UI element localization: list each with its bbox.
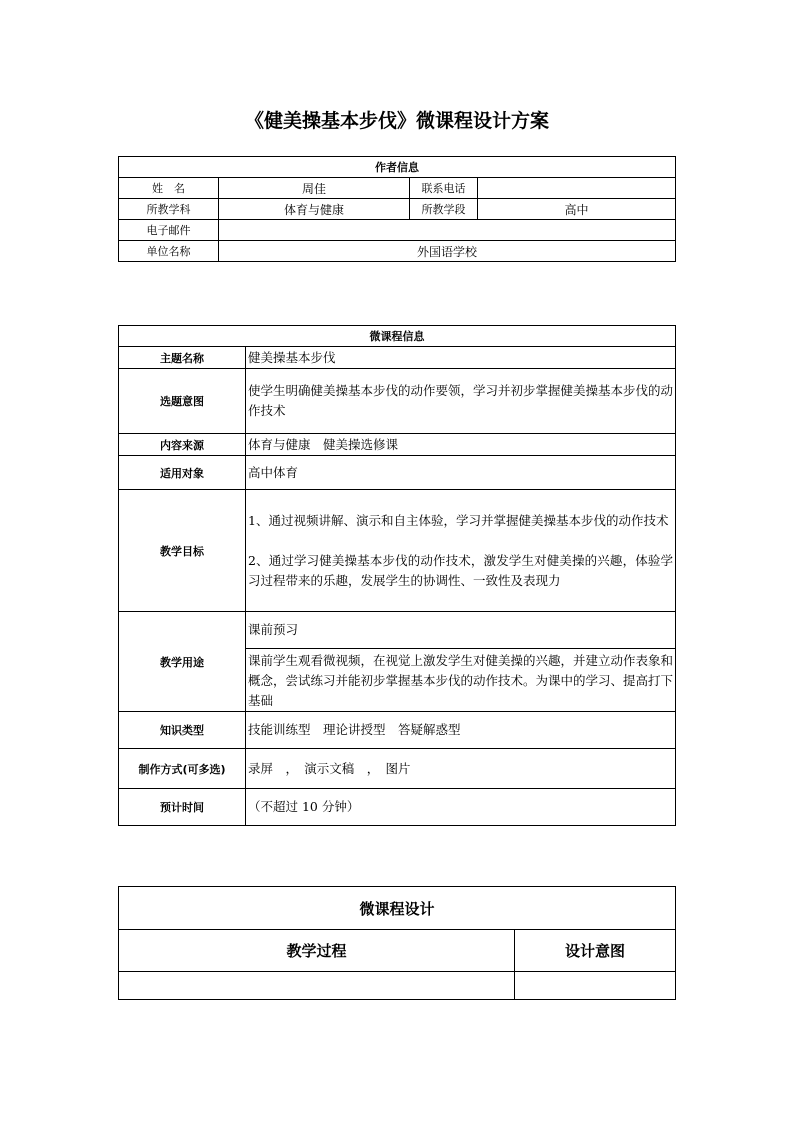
goal-item-1: 1、通过视频讲解、演示和自主体验，学习并掌握健美操基本步伐的动作技术 [248, 512, 669, 528]
topic-value: 健美操基本步伐 [246, 347, 676, 369]
intent-value: 使学生明确健美操基本步伐的动作要领，学习并初步掌握健美操基本步伐的动作技术 [246, 369, 676, 434]
intent-cell [515, 972, 676, 1000]
audience-label: 适用对象 [119, 456, 246, 490]
course-info-table [118, 325, 676, 826]
author-info-header: 作者信息 [119, 157, 676, 178]
goal-item-2: 2、通过学习健美操基本步伐的动作技术，激发学生对健美操的兴趣，体验学习过程带来的乐趣，发展学生的协调性、一致性及表现力 [248, 552, 673, 588]
phone-label: 联系电话 [410, 178, 478, 199]
process-column-header: 教学过程 [119, 930, 515, 972]
email-label: 电子邮件 [119, 220, 219, 241]
usage-value: 课前学生观看微视频，在视觉上激发学生对健美操的兴趣，并建立动作表象和概念，尝试练习并能初步掌握基本步伐的动作技术。为课中的学习、提高打下基础 [248, 653, 674, 708]
audience-value: 高中体育 [246, 456, 676, 490]
time-label: 预计时间 [119, 789, 246, 826]
process-cell [119, 972, 515, 1000]
design-header: 微课程设计 [119, 887, 676, 930]
stage-value: 高中 [478, 199, 676, 220]
phone-value [478, 178, 676, 199]
author-info-table [118, 156, 676, 262]
usage-cell [246, 612, 676, 712]
source-value: 体育与健康 健美操选修课 [246, 434, 676, 456]
email-value [219, 220, 676, 241]
name-label: 姓 名 [119, 178, 219, 199]
unit-label: 单位名称 [119, 241, 219, 262]
type-value: 技能训练型 理论讲授型 答疑解惑型 [246, 712, 676, 749]
goals-cell [246, 490, 676, 612]
subject-label: 所教学科 [119, 199, 219, 220]
page-title: 《健美操基本步伐》微课程设计方案 [244, 110, 549, 132]
usage-title: 课前预习 [246, 612, 675, 649]
goals-label: 教学目标 [119, 490, 246, 612]
source-label: 内容来源 [119, 434, 246, 456]
usage-label: 教学用途 [119, 612, 246, 712]
unit-value: 外国语学校 [219, 241, 676, 262]
course-design-table [118, 886, 676, 1000]
method-value: 录屏 ， 演示文稿 ， 图片 [246, 749, 676, 789]
method-label: 制作方式(可多选) [119, 749, 246, 789]
course-info-header: 微课程信息 [119, 326, 676, 347]
time-value: （不超过 10 分钟） [246, 789, 676, 826]
name-value: 周佳 [219, 178, 410, 199]
topic-label: 主题名称 [119, 347, 246, 369]
subject-value: 体育与健康 [219, 199, 410, 220]
stage-label: 所教学段 [410, 199, 478, 220]
intent-column-header: 设计意图 [515, 930, 676, 972]
intent-label: 选题意图 [119, 369, 246, 434]
type-label: 知识类型 [119, 712, 246, 749]
